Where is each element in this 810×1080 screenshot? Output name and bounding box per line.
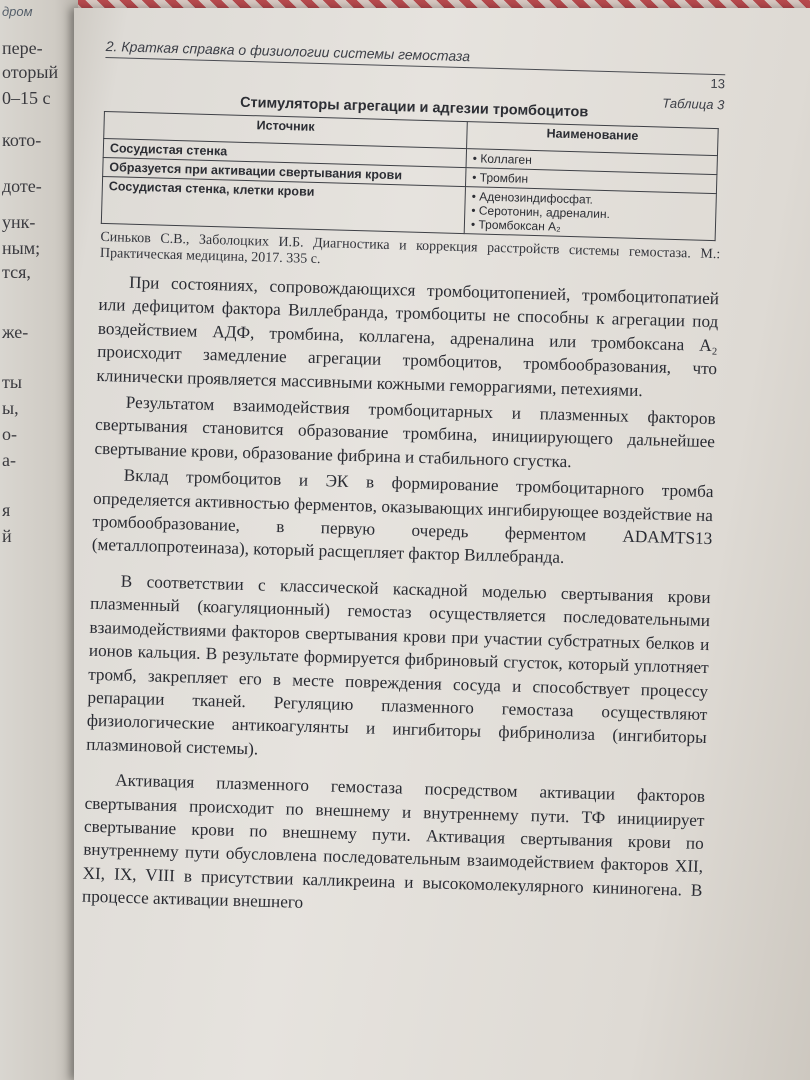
body-paragraph: Вклад тромбоцитов и ЭК в формирование тромбоцитарного тромба определяется активностью ферментов, оказывающих ингибирующее воздействие на тромбообразование, в первую очередь ферментом ADAMTS13 (металлопротеиназа), который расщепляет фактор Виллебранда.: [91, 465, 714, 568]
page-number: 13: [710, 75, 726, 92]
running-header: [105, 38, 726, 92]
left-page-fragment: ным;: [2, 238, 41, 258]
table-source-citation: Синьков С.В., Заболоцких И.Б. Диагностика и коррекция расстройств системы гемостаза. М.: Практическая медицина, 2017. 335 с.: [99, 229, 721, 268]
table-cell-item: • Коллаген: [473, 151, 711, 172]
body-paragraph: В соответствии с классической каскадной моделью свертывания крови плазменный (коагуляционный) гемостаз осуществляется последовательными взаимодействиями факторов свертывания крови при участии субстратных белков и ионов кальция. В результате формируется фибриновый сгусток, который уплотняет тромб, закрепляет его в месте повреждения сосуда и способствует процессу репарации тканей. Регуляцию плазменного гемостаза осуществляют физиологические антикоагулянты и ингибиторы фибринолиза (ингибиторы плазминовой системы).: [86, 571, 711, 759]
body-paragraph: При состояниях, сопровождающихся тромбоцитопенией, тромбоцитопатией или дефицитом фактора Виллебранда, тромбоциты не способны к агрегации под воздействием АДФ, тромбина, коллагена, адреналина или тромбоксана A₂ происходит замедление агрегации тромбоцитов, тромбообразования, что клинически проявляется массивными кожными геморрагиями, петехиями.: [96, 272, 720, 400]
column-header-source: Источник: [104, 111, 468, 148]
table-cell-source: Сосудистая стенка, клетки крови: [101, 176, 465, 233]
left-page-fragment: й: [2, 526, 12, 546]
table-cell-item: • Серотонин, адреналин.: [471, 203, 709, 224]
left-page-fragment: ы,: [2, 398, 19, 418]
left-page-fragment: 0–15 с: [2, 88, 51, 108]
left-page-fragment: оторый: [2, 62, 59, 82]
table-cell-source: Образуется при активации свертывания крови: [103, 157, 466, 186]
left-page-fragment: а-: [2, 450, 16, 470]
table-title: Стимуляторы агрегации и адгезии тромбоцитов: [239, 94, 589, 121]
book-page: [74, 8, 810, 1080]
left-page-fragment: о-: [2, 424, 17, 444]
left-page-fragment: кото-: [2, 130, 42, 150]
stimulators-table: [101, 111, 719, 241]
body-paragraph: Результатом взаимодействия тромбоцитарных и плазменных факторов свертывания становится образование тромбина, инициирующего дальнейшее свертывание крови, образование фибрина и стабильного сгустка.: [94, 392, 716, 472]
page-content: [82, 38, 726, 926]
body-paragraph: Активация плазменного гемостаза посредством активации факторов свертывания происходит по внешнему и внутреннему пути. ТФ инициирует свертывание крови по внешнему пути. Активация свертывания крови по внутреннему пути обусловлена последовательным взаимодействием факторов XII, XI, IX, VIII в присутствии калликреина и высокомолекулярного кининогена. В процессе активации внешнего: [81, 770, 706, 912]
table-cell-item: • Аденозиндифосфат.: [472, 189, 710, 210]
table-cell-names: [464, 187, 716, 241]
left-page-fragment: я: [2, 500, 11, 520]
column-header-name: Наименование: [467, 122, 719, 156]
left-page-edge: [0, 0, 78, 1080]
left-page-fragment: доте-: [2, 176, 42, 196]
table-cell-source: Сосудистая стенка: [103, 138, 466, 167]
left-page-fragment: же-: [2, 322, 29, 342]
table-cell-item: • Тромбин: [472, 170, 710, 191]
table-label: Таблица 3: [662, 95, 725, 113]
left-page-fragment: дром: [2, 4, 33, 19]
left-page-fragment: тся,: [2, 262, 31, 282]
left-page-fragment: унк-: [2, 212, 36, 232]
left-page-fragment: ты: [2, 372, 22, 392]
table-cell-item: • Тромбоксан A₂: [471, 217, 709, 238]
left-page-fragment: пере-: [2, 38, 43, 58]
running-title: 2. Краткая справка о физиологии системы гемостаза: [105, 38, 471, 65]
